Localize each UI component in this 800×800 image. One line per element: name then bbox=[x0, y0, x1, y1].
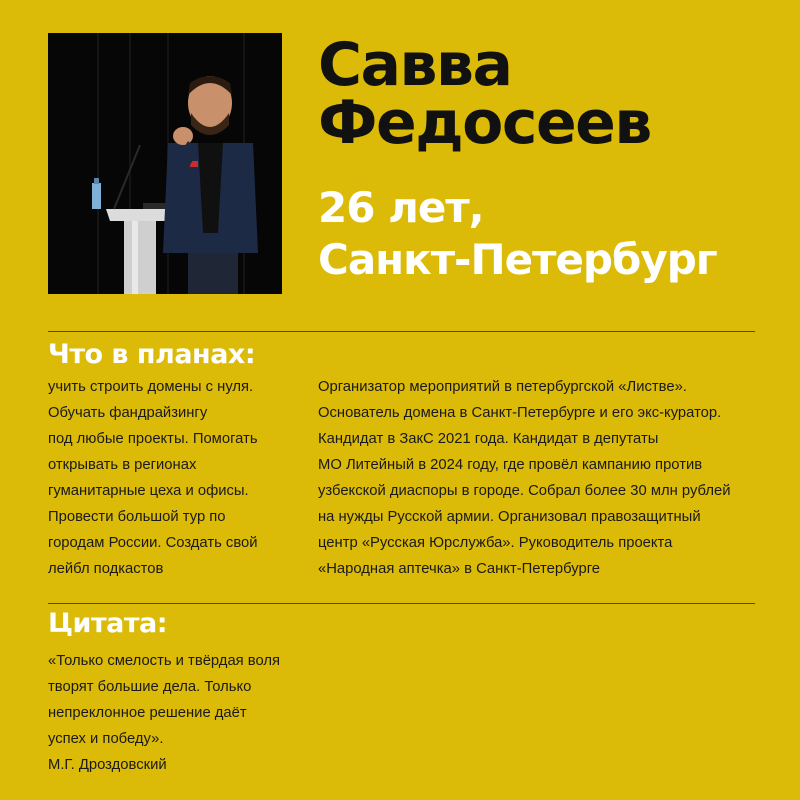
speaker-photo-illustration bbox=[48, 33, 282, 294]
divider-bottom bbox=[48, 603, 755, 604]
plans-text bbox=[48, 374, 258, 582]
bio-line: Кандидат в ЗакС 2021 года. Кандидат в депутаты bbox=[318, 431, 659, 447]
quote-text bbox=[48, 648, 280, 778]
speaker-age: 26 лет, bbox=[318, 183, 484, 232]
quote-title: Цитата: bbox=[48, 608, 168, 639]
quote-line: успех и победу». bbox=[48, 731, 164, 747]
plans-line: учить строить домены с нуля. bbox=[48, 379, 254, 395]
plans-line: Провести большой тур по bbox=[48, 509, 226, 525]
plans-title: Что в планах: bbox=[48, 339, 256, 370]
quote-line: «Только смелость и твёрдая воля bbox=[48, 653, 281, 669]
speaker-last-name: Федосеев bbox=[318, 88, 651, 158]
plans-line: открывать в регионах bbox=[48, 457, 197, 473]
bio-line: МО Литейный в 2024 году, где провёл кампанию против bbox=[318, 457, 703, 473]
quote-author: М.Г. Дроздовский bbox=[48, 757, 167, 773]
bio-line: «Народная аптечка» в Санкт-Петербурге bbox=[318, 561, 601, 577]
speaker-first-name: Савва bbox=[318, 30, 512, 100]
bio-text bbox=[318, 374, 730, 582]
bio-line: узбекской диаспоры в городе. Собрал более 30 млн рублей bbox=[318, 483, 731, 499]
speaker-city: Санкт-Петербург bbox=[318, 235, 717, 284]
bio-line: на нужды Русской армии. Организовал правозащитный bbox=[318, 509, 701, 525]
speaker-name bbox=[318, 30, 651, 158]
bio-line: центр «Русская Юрслужба». Руководитель проекта bbox=[318, 535, 673, 551]
quote-line: непреклонное решение даёт bbox=[48, 705, 247, 721]
bio-line: Основатель домена в Санкт-Петербурге и его экс-куратор. bbox=[318, 405, 722, 421]
plans-line: городам России. Создать свой bbox=[48, 535, 258, 551]
plans-line: гуманитарные цеха и офисы. bbox=[48, 483, 249, 499]
divider-top bbox=[48, 331, 755, 332]
bio-line: Организатор мероприятий в петербургской «Листве». bbox=[318, 379, 687, 395]
plans-line: лейбл подкастов bbox=[48, 561, 164, 577]
speaker-photo bbox=[48, 33, 282, 294]
plans-line: Обучать фандрайзингу bbox=[48, 405, 208, 421]
quote-line: творят большие дела. Только bbox=[48, 679, 252, 695]
speaker-age-city bbox=[318, 182, 717, 286]
plans-line: под любые проекты. Помогать bbox=[48, 431, 258, 447]
